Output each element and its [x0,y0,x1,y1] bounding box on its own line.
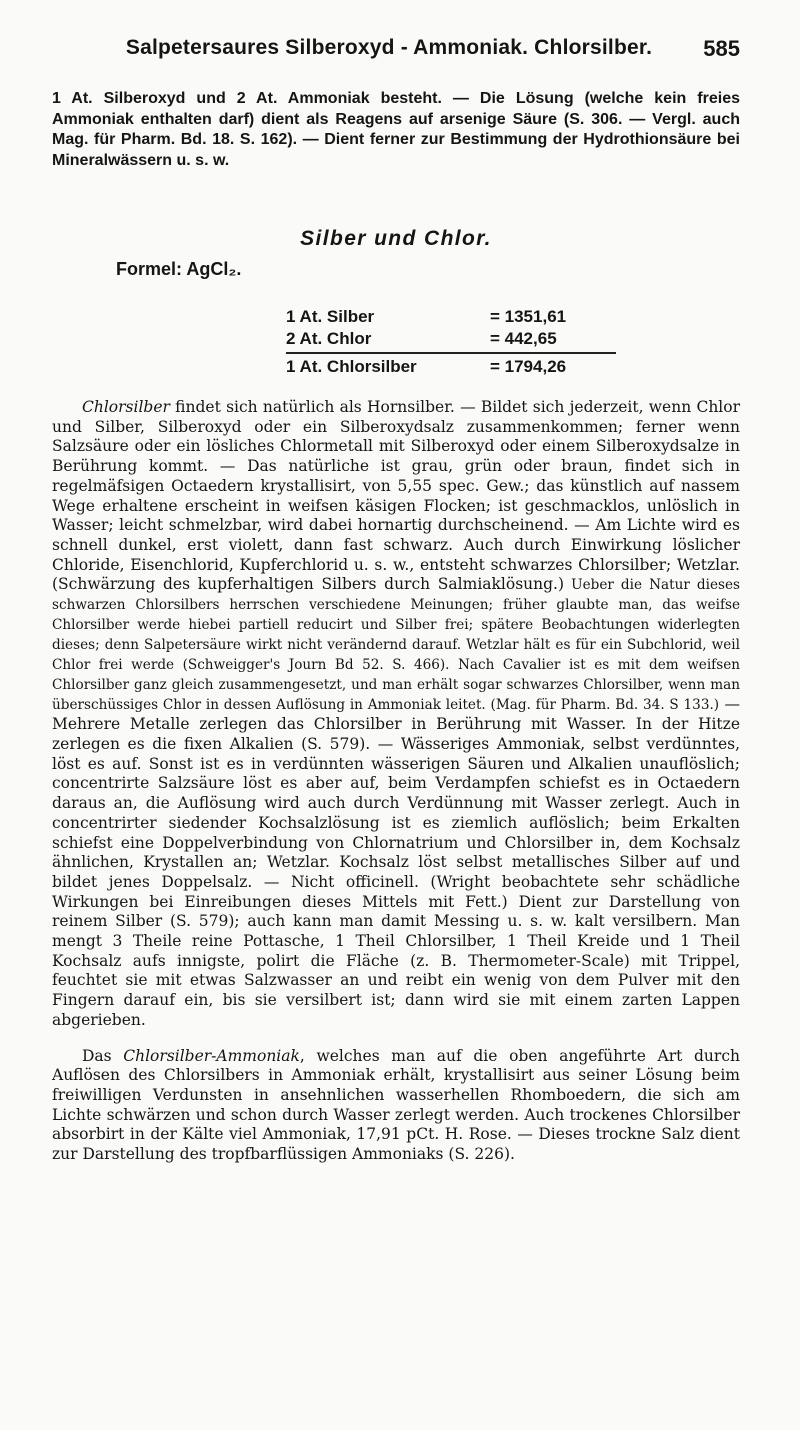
composition-table [286,306,616,378]
composition-value: = 442,65 [490,329,557,348]
running-title: Salpetersaures Silberoxyd - Ammoniak. Chlorsilber. [125,36,653,59]
sum-rule [286,352,616,354]
composition-label: 1 At. Silber [286,307,375,326]
composition-value: = 1351,61 [490,307,567,326]
ammoniak-paragraph [52,1047,740,1165]
ammoniak-text: , welches man auf die oben angeführte Art durch Auflösen des Chlorsilbers in Ammoniak erhält, krystallisirt aus seiner Lösung beim freiwilligen Verdunsten in ansehnlichen wasserhellen Rhomboedern, die sich am Lichte schwärzen und schon durch Wasser zerlegt werden. Auch trockenes Chlorsilber absorbirt in der Kälte viel Ammoniak, 17,91 pCt. H. Rose. — Dieses trockne Salz dient zur Darstellung des tropfbarflüssigen Ammoniaks (S. 226). [52,1046,740,1164]
page-header [52,36,740,70]
total-label: 1 At. Chlorsilber [286,357,417,376]
composition-row [286,306,616,328]
composition-total-row [286,356,616,378]
formula-value: AgCl₂. [186,259,242,279]
formula-line [116,259,740,280]
chlorsilber-term: Chlorsilber [82,398,170,416]
page-number: 585 [703,36,740,61]
black-chlorsilber-note: Ueber die Natur dieses schwarzen Chlorsilbers herrschen verschiedene Meinungen; früher glaubte man, das weifse Chlorsilber werde hiebei partiell reducirt und Silber frei; spätere Beobachtungen widerlegten dieses; denn Salpetersäure wirkt nicht verändernd darauf. Wetzlar hält es für ein Subchlorid, weil Chlor frei werde (Schweigger's Journ Bd 52. S. 466). Nach Cavalier ist es mit dem weifsen Chlorsilber ganz gleich zusammengesetzt, und man erhält sogar schwarzes Chlorsilber, wenn man überschüssiges Chlor in dessen Auflösung in Ammoniak leitet. (Mag. für Pharm. Bd. 34. S 133.) [52,577,740,714]
formula-label: Formel: [116,259,183,279]
chlorsilber-text-continued: — Mehrere Metalle zerlegen das Chlorsilber in Berührung mit Wasser. In der Hitze zerlegen es die fixen Alkalien (S. 579). — Wässeriges Ammoniak, selbst verdünntes, löst es auf. Sonst ist es in verdünnten wässerigen Säuren und Alkalien unauflöslich; concentrirte Salzsäure löst es aber auf, beim Verdampfen schiefst es in Octaedern daraus an, die Auflösung wird auch durch Verdünnung mit Wasser zerlegt. Auch in concentrirter siedender Kochsalzlösung ist es ziemlich auflöslich; beim Erkalten schiefst eine Doppelverbindung von Chlornatrium und Chlorsilber in, dem Kochsalz ähnlichen, Krystallen an; Wetzlar. Kochsalz löst selbst metallisches Silber auf und bildet jenes Doppelsalz. — Nicht officinell. (Wright beobachtete sehr schädliche Wirkungen bei Einreibungen dieses Mittels mit Fett.) Dient zur Darstellung von reinem Silber (S. 579); auch kann man damit Messing u. s. w. kalt versilbern. Man mengt 3 Theile reine Pottasche, 1 Theil Chlorsilber, 1 Theil Kreide und 1 Theil Kochsalz aufs innigste, polirt die Fläche (z. B. Thermometer-Scale) mit Trippel, feuchtet sie mit etwas Salzwasser an und reibt ein wenig von dem Pulver mit den Fingern darauf ein, bis sie versilbert ist; dann wird sie mit einem zarten Lappen abgerieben. [52,695,740,1029]
ammoniak-term: Chlorsilber-Ammoniak [123,1046,300,1065]
intro-paragraph: 1 At. Silberoxyd und 2 At. Ammoniak besteht. — Die Lösung (welche kein freies Ammoniak enthalten darf) dient als Reagens auf arsenige Säure (S. 306. — Vergl. auch Mag. für Pharm. Bd. 18. S. 162). — Dient ferner zur Bestimmung der Hydrothionsäure bei Mineralwässern u. s. w. [52,90,740,169]
composition-row [286,328,616,350]
section-title: Silber und Chlor. [300,227,492,250]
composition-label: 2 At. Chlor [286,329,372,348]
chlorsilber-text: findet sich natürlich als Hornsilber. — Bildet sich jederzeit, wenn Chlor und Silber, Silberoxyd oder ein Silberoxydsalz zusammenkommen; ferner wenn Salzsäure oder ein lösliches Chlormetall mit Silberoxyd oder einem Silberoxydsalze in Berührung kommt. — Das natürliche ist grau, grün oder braun, findet sich in regelmäfsigen Octaedern krystallisirt, von 5,55 spec. Gew.; das künstlich auf nassem Wege erhaltene erscheint in weifsen käsigen Flocken; ist geschmacklos, unlöslich in Wasser; leicht schmelzbar, wird dabei hornartig durchscheinend. — Am Lichte wird es schnell dunkel, erst violett, dann fast schwarz. Auch durch Einwirkung löslicher Chloride, Eisenchlorid, Kupferchlorid u. s. w., entsteht schwarzes Chlorsilber; Wetzlar. (Schwärzung des kupferhaltigen Silbers durch Salmiaklösung.) [52,398,740,594]
page-body [52,89,740,1165]
chlorsilber-paragraph [52,398,740,1031]
ammoniak-lead: Das [82,1046,124,1065]
total-value: = 1794,26 [490,357,567,376]
